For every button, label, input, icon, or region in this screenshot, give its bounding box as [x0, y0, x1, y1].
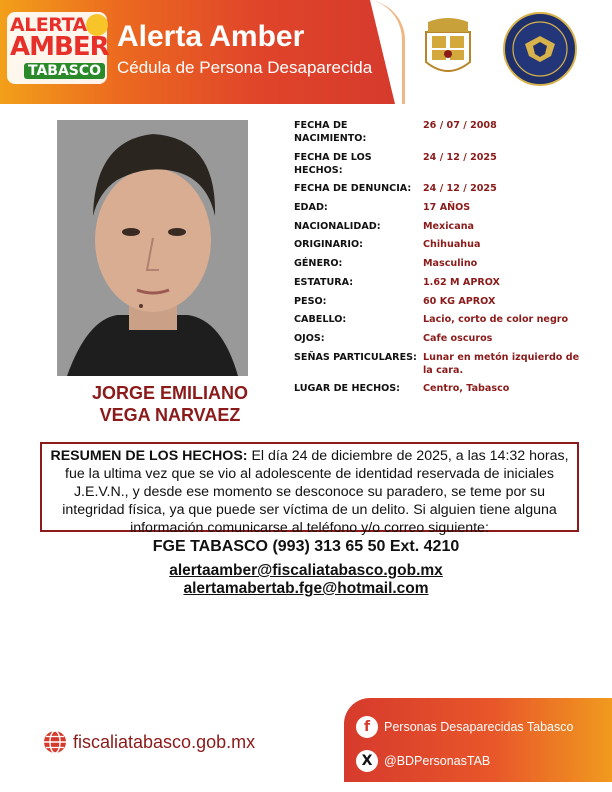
detail-label: GÉNERO:	[294, 258, 343, 270]
x-link[interactable]	[356, 750, 490, 772]
detail-label: FECHA DE LOS HECHOS:	[294, 151, 372, 176]
detail-row	[294, 332, 594, 345]
facebook-icon: f	[356, 716, 378, 738]
detail-value: Cafe oscuros	[423, 332, 493, 344]
logo-text-alerta: ALERTA	[10, 14, 87, 36]
social-media-panel	[344, 698, 612, 782]
detail-value: 1.62 M APROX	[423, 276, 500, 288]
detail-label: FECHA DE NACIMIENTO:	[294, 120, 367, 144]
x-icon: X	[356, 750, 378, 772]
page-title: Alerta Amber	[117, 20, 305, 53]
facebook-page-name[interactable]: Personas Desaparecidas Tabasco	[384, 720, 574, 734]
header	[0, 0, 612, 104]
tabasco-coat-of-arms-icon	[418, 14, 478, 84]
logo-text-amber: AMBER	[10, 32, 109, 62]
facebook-link[interactable]	[356, 716, 573, 738]
detail-label: OJOS:	[294, 332, 325, 344]
person-name-line1: JORGE EMILIANO	[91, 383, 248, 403]
detail-label: ESTATURA:	[294, 276, 354, 288]
detail-label: CABELLO:	[294, 314, 347, 326]
person-name	[70, 382, 270, 426]
fiscalia-seal-icon	[503, 12, 577, 86]
detail-label: SEÑAS PARTICULARES:	[294, 351, 417, 363]
detail-row	[294, 295, 594, 308]
detail-label: FECHA DE DENUNCIA:	[294, 183, 412, 195]
website-link[interactable]	[43, 730, 255, 754]
detail-row	[294, 382, 594, 395]
contact-phone[interactable]: FGE TABASCO (993) 313 65 50 Ext. 4210	[152, 538, 460, 555]
alerta-amber-tabasco-logo	[10, 14, 109, 84]
detail-value: Masculino	[423, 258, 478, 270]
detail-row	[294, 351, 594, 377]
detail-value: 26 / 07 / 2008	[423, 120, 497, 131]
detail-row	[294, 313, 594, 326]
detail-row	[294, 201, 594, 214]
case-summary-box	[40, 442, 579, 536]
website-url[interactable]: fiscaliatabasco.gob.mx	[73, 731, 256, 752]
detail-value: Centro, Tabasco	[423, 383, 510, 395]
detail-row	[294, 151, 594, 177]
missing-person-photo	[57, 120, 248, 376]
detail-label: NACIONALIDAD:	[294, 220, 381, 232]
detail-label: ORIGINARIO:	[294, 239, 363, 251]
header-curve-decoration	[365, 0, 405, 104]
detail-value: Lunar en metón izquierdo de la cara.	[423, 351, 580, 376]
detail-value: Chihuahua	[423, 239, 481, 251]
detail-row	[294, 119, 594, 145]
contact-email-link-secondary[interactable]: alertamabertab.fge@hotmail.com	[183, 580, 429, 597]
detail-value: Mexicana	[423, 220, 474, 232]
summary-label: RESUMEN DE LOS HECHOS:	[50, 448, 248, 464]
globe-icon	[43, 730, 67, 754]
detail-row	[294, 182, 594, 195]
detail-label: EDAD:	[294, 202, 328, 214]
detail-value: 24 / 12 / 2025	[423, 183, 497, 195]
detail-value: 60 KG APROX	[423, 295, 496, 307]
detail-value: 17 AÑOS	[423, 202, 471, 214]
contact-email-link[interactable]: alertaamber@fiscaliatabasco.gob.mx	[169, 562, 443, 579]
detail-row	[294, 220, 594, 233]
detail-row	[294, 276, 594, 289]
person-details-table	[294, 119, 594, 401]
detail-label: LUGAR DE HECHOS:	[294, 383, 400, 395]
detail-label: PESO:	[294, 295, 327, 307]
detail-row	[294, 257, 594, 270]
person-name-line2: VEGA NARVAEZ	[99, 405, 241, 425]
detail-value: Lacio, corto de color negro	[423, 314, 569, 326]
x-handle[interactable]: @BDPersonasTAB	[384, 754, 491, 768]
detail-row	[294, 238, 594, 251]
summary-text: El día 24 de diciembre de 2025, a las 14:32 horas, fue la ultima vez que se vio al adolescente de identidad reservada de iniciales J.E.V.N., y desde ese momento se desconoce su paradero, se teme por su integridad física, ya que puede ser víctima de un delito. Si alguien tiene alguna información comunicarse al teléfono y/o correo siguiente:	[62, 448, 569, 536]
logo-text-tabasco: TABASCO	[24, 63, 105, 79]
detail-value: 24 / 12 / 2025	[423, 151, 497, 163]
page-subtitle: Cédula de Persona Desaparecida	[117, 58, 373, 77]
